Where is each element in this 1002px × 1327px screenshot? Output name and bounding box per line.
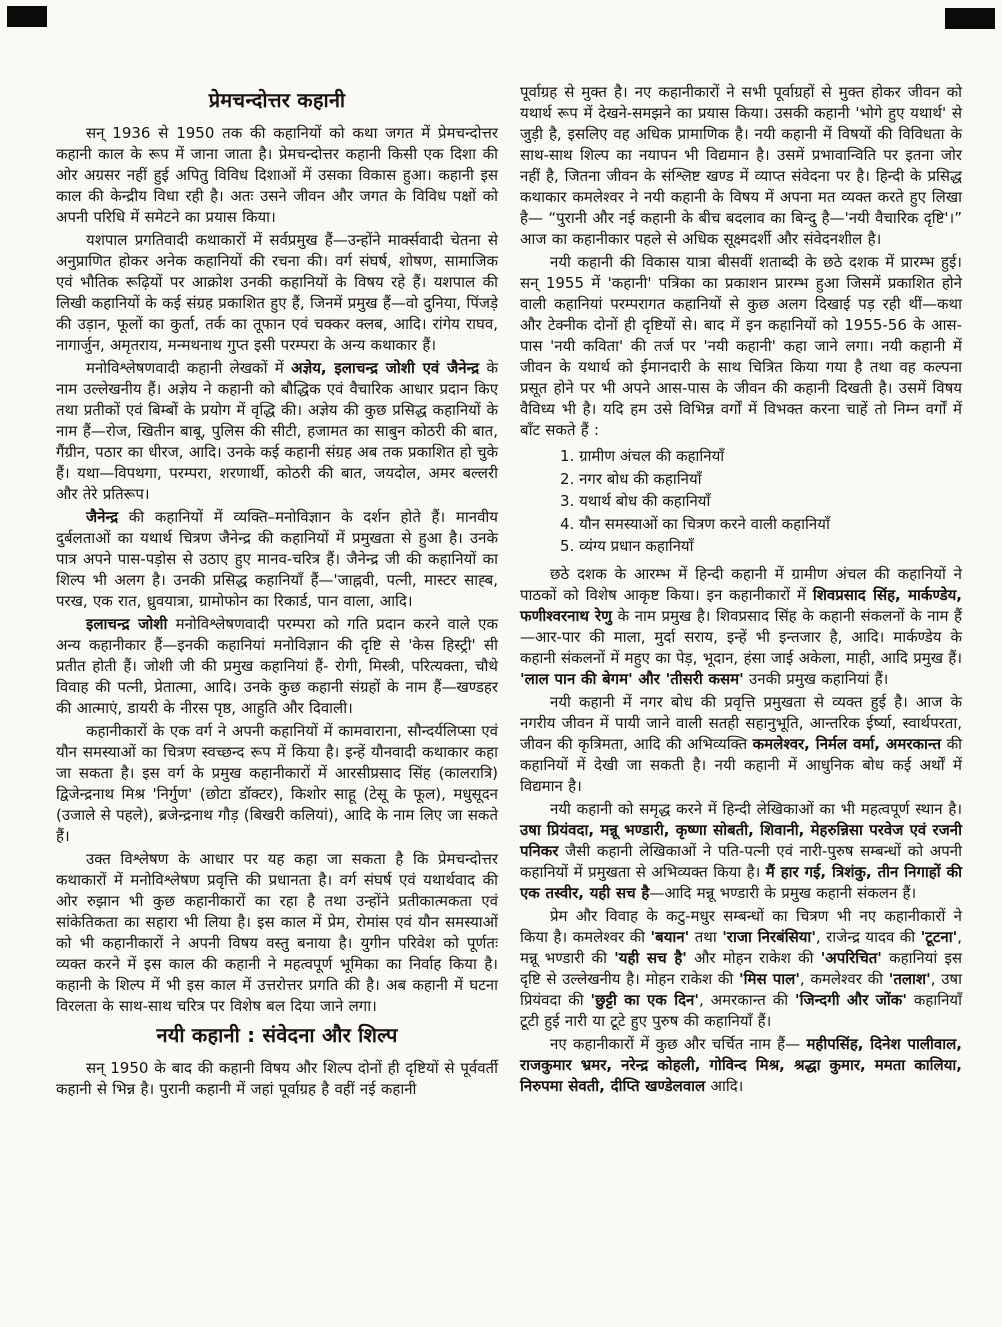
paragraph <box>520 252 962 441</box>
text-run: सन् 1950 के बाद की कहानी विषय और शिल्प दोनों ही दृष्टियों से पूर्ववर्ती कहानी से भिन्न है। पुरानी कहानी में जहां पूर्वाग्रह है वहीं नई कहानी <box>56 1059 498 1098</box>
text-run: जैसी कहानी लेखिकाओं ने पति-पत्नी एवं नारी-पुरुष सम्बन्धों को अपनी कहानियों में प्रमुखता से अभिव्यक्त किया है। <box>520 841 962 881</box>
text-run: मनोविश्लेषणवादी परम्परा को गति प्रदान करने वाले एक अन्य कहानीकार हैं—इनकी कहानियां मनोविज्ञान की दृष्टि से 'केस हिस्ट्री' सी प्रतीत होती हैं। जोशी जी की प्रमुख कहानियां हैं- रोगी, मिस्त्री, परित्यक्ता, चौथे विवाह की पत्नी, प्रेतात्मा, आदि। उनके कुछ कहानी संग्रहों के नाम हैं—खण्डहर की आत्माएं, डायरी के नीरस पृष्ठ, आहुति और दिवाली। <box>56 615 498 717</box>
text-run: छठे दशक के आरम्भ में हिन्दी कहानी में ग्रामीण अंचल की कहानियों ने पाठकों को विशेष आकृष्ट किया। इन कहानीकारों में <box>520 564 962 604</box>
text-run: —आदि मन्नू भण्डारी के प्रमुख कहानी संकलन हैं। <box>649 883 917 902</box>
left-column <box>56 82 498 1102</box>
paragraph <box>56 721 498 847</box>
text-run: नयी कहानी की विकास यात्रा बीसवीं शताब्दी के छठे दशक में प्रारम्भ हुई। सन् 1955 में 'कहानी' पत्रिका का प्रकाशन प्रारम्भ हुआ जिसमें प्रकाशित होने वाली कहानियां परम्परागत कहानियों से कुछ अलग दिखाई पड़ रही थीं—कथा और टेक्नीक दोनों ही दृष्टियों से। बाद में इन कहानियों को 1955-56 के आस-पास 'नयी कविता' की तर्ज पर 'नयी कहानी' कहा जाने लगा। नयी कहानी में जीवन के यथार्थ को ईमानदारी के साथ चित्रित किया गया है तथा वह कल्पना प्रसूत होने पर भी अपने आस-पास के जीवन की कहानी दिखती है। उसमें विषय वैविध्य भी है। यदि हम उसे विभिन्न वर्गों में विभक्त करना चाहें तो निम्न वर्गों में बाँट सकते हैं : <box>520 253 962 439</box>
bold-text-run: महीपसिंह, दिनेश पालीवाल, राजकुमार भ्रमर, नरेन्द्र कोहली, गोविन्द मिश्र, श्रद्धा कुमार, ममता कालिया, निरुपमा सेवती, दीप्ति खण्डेलवाल <box>520 1034 962 1095</box>
bold-text-run: 'मिस पाल' <box>739 969 800 988</box>
bold-text-run: 'अपरिचित' <box>820 948 882 967</box>
bold-text-run: 'छुट्टी का एक दिन' <box>590 990 699 1009</box>
bold-text-run: 'लाल पान की बेगम' और 'तीसरी कसम' <box>520 669 744 688</box>
text-run: , अमरकान्त की <box>698 990 796 1009</box>
text-run: , राजेन्द्र यादव की <box>815 927 921 946</box>
paragraph <box>56 123 498 228</box>
paragraph <box>56 230 498 356</box>
bold-text-run: 'राजा निरबंसिया' <box>722 927 816 946</box>
text-run: की कहानियों में देखी जा सकती है। नयी कहानी में आधुनिक बोध कई अर्थों में विद्यमान है। <box>520 734 962 795</box>
bold-text-run: 'टूटना' <box>920 927 958 946</box>
bold-text-run: शिवप्रसाद सिंह, मार्कण्डेय, फणीश्वरनाथ रेणु <box>520 585 962 625</box>
bold-text-run: मैं हार गई, त्रिशंकु, तीन निगाहों की एक तस्वीर, यही सच है <box>520 862 962 902</box>
text-run: की कहानियों में व्यक्ति–मनोविज्ञान के दर्शन होते हैं। मानवीय दुर्बलताओं का यथार्थ चित्रण जैनेन्द्र की कहानियों में प्रमुखता से हुआ है। उनके पात्र अपने पास-पड़ोस से उठाए हुए मानव-चरित्र हैं। जैनेन्द्र जी की कहानियों का शिल्प भी अलग है। उनकी प्रसिद्ध कहानियाँ हैं—'जाह्नवी, पत्नी, मास्टर साह्ब, परख, एक रात, ध्रुवयात्रा, ग्रामोफोन का रिकार्ड, पान वाला, आदि। <box>56 508 498 610</box>
text-run: आदि। <box>705 1076 744 1095</box>
list-item: 5. व्यंग्य प्रधान कहानियाँ <box>560 537 694 555</box>
paragraph <box>520 564 962 690</box>
right-column <box>520 82 962 1102</box>
text-run: उनकी प्रमुख कहानियां हैं। <box>743 669 889 688</box>
text-run: के नाम प्रमुख है। शिवप्रसाद सिंह के कहानी संकलनों के नाम हैं—आर-पार की माला, मुर्दा सराय, इन्हें भी इन्तजार है, आदि। मार्कण्डेय के कहानी संकलनों में महुए का पेड़, भूदान, हंसा जाई अकेला, माही, आदि प्रमुख हैं। <box>520 606 962 667</box>
scan-artifact-top-left <box>7 6 47 27</box>
bold-text-run: 'जिन्दगी और जोंक' <box>795 990 907 1009</box>
list-item: 2. नगर बोध की कहानियाँ <box>560 469 702 488</box>
bold-text-run: इलाचन्द्र जोशी <box>86 615 168 633</box>
numbered-list <box>560 445 962 558</box>
paragraph <box>56 849 498 1017</box>
text-run: नयी कहानी को समृद्ध करने में हिन्दी लेखिकाओं का भी महत्वपूर्ण स्थान है। <box>550 799 962 818</box>
text-run: प्रेम और विवाह के कटु-मधुर सम्बन्धों का चित्रण भी नए कहानीकारों ने किया है। कमलेश्वर की <box>520 906 962 946</box>
bold-text-run: 'तलाश' <box>888 969 931 988</box>
list-item: 3. यथार्थ बोध की कहानियाँ <box>560 492 711 510</box>
bold-text-run: 'बयान' <box>650 927 690 946</box>
paragraph <box>56 507 498 612</box>
text-run: पूर्वाग्रह से मुक्त है। नए कहानीकारों ने सभी पूर्वाग्रहों से मुक्त होकर जीवन को यथार्थ रूप में देखने-समझने का प्रयास किया। उसकी कहानी 'भोगे हुए यथार्थ' से जुड़ी है, इसलिए वह अधिक प्रामाणिक है। नयी कहानी में विषयों की विविधता के साथ-साथ शिल्प का नयापन भी विद्यमान है। उसमें प्रभावान्विति पर इतना जोर नहीं है, जितना जीवन के संश्लिष्ट खण्ड में व्याप्त संवेदना पर है। हिन्दी के प्रसिद्ध कथाकार कमलेश्वर ने नयी कहानी के विषय में अपना मत व्यक्त करते हुए लिखा है— “पुरानी और नई कहानी के बीच बदलाव का बिन्दु है—'नयी वैचारिक दृष्टि'।” आज का कहानीकार पहले से अधिक सूक्ष्मदर्शी और संवेदनशील है। <box>520 83 962 248</box>
text-run: नए कहानीकारों में कुछ और चर्चित नाम हैं— <box>550 1034 807 1053</box>
text-run: कहानियां इस दृष्टि से उल्लेखनीय है। मोहन राकेश की <box>520 948 962 988</box>
text-run: कहानीकारों के एक वर्ग ने अपनी कहानियों में कामवाराना, सौन्दर्यलिप्सा एवं यौन समस्याओं का चित्रण स्वच्छन्द रूप में किया है। इन्हें यौनवादी कथाकार कहा जा सकता है। इस वर्ग के प्रमुख कहानीकारों में आरसीप्रसाद सिंह (कालरात्रि) द्विजेन्द्रनाथ मिश्र 'निर्गुण' (छोटा डॉक्टर), किशोर साहू (टेसू के फूल), मधुसूदन (उजाले से पहले), ब्रजेन्द्रनाथ गौड़ (बिखरी कलियां), आदि के नाम लिए जा सकते हैं। <box>56 722 498 845</box>
bold-text-run: कमलेश्वर, निर्मल वर्मा, अमरकान्त <box>752 734 942 753</box>
text-run: सन् 1936 से 1950 तक की कहानियों को कथा जगत में प्रेमचन्दोत्तर कहानी काल के रूप में जाना जाता है। प्रेमचन्दोत्तर कहानी किसी एक दिशा की ओर अग्रसर नहीं हुई अपितु विविध दिशाओं में उसका विकास हुआ। कहानी इस काल की केन्द्रीय विधा रही है। अतः उसने जीवन और जगत के विविध पक्षों को अपनी परिधि में समेटने का प्रयास किया। <box>56 124 498 226</box>
paragraph <box>520 82 962 250</box>
paragraph <box>56 1058 498 1100</box>
text-run: तथा <box>689 927 723 946</box>
text-run: कहानियाँ टूटी हुई नारी या टूटे हुए पुरुष की कहानियाँ हैं। <box>520 990 963 1030</box>
text-run: मनोविश्लेषणवादी कहानी लेखकों में <box>86 359 292 377</box>
section-heading: प्रेमचन्दोत्तर कहानी <box>208 88 346 112</box>
text-run: , मन्नू भण्डारी की <box>520 927 962 967</box>
bold-text-run: 'यही सच है' <box>614 948 687 967</box>
text-run: , उषा प्रियंवदा की <box>520 969 962 1009</box>
scan-artifact-top-right <box>945 8 995 29</box>
bold-text-run: उषा प्रियंवदा, मन्नू भण्डारी, कृष्णा सोबती, शिवानी, मेहरुन्निसा परवेज एवं रजनी पनिकर <box>520 820 962 860</box>
paragraph <box>520 692 962 797</box>
list-item: 4. यौन समस्याओं का चित्रण करने वाली कहानियाँ <box>560 514 830 533</box>
paragraph <box>56 614 498 719</box>
bold-text-run: अज्ञेय, इलाचन्द्र जोशी एवं जैनेन्द्र <box>291 359 480 377</box>
text-run: और मोहन राकेश की <box>686 948 821 967</box>
list-item: 1. ग्रामीण अंचल की कहानियाँ <box>560 447 725 465</box>
bold-text-run: जैनेन्द्र <box>86 508 119 526</box>
text-run: उक्त विश्लेषण के आधार पर यह कहा जा सकता है कि प्रेमचन्दोत्तर कथाकारों में मनोविश्लेषण प्रवृत्ति की प्रधानता है। वर्ग संघर्ष एवं यथार्थवाद की ओर रुझान भी कुछ कहानीकारों का रहा है तथा उन्होंने प्रतीकात्मकता एवं सांकेतिकता का सहारा भी लिया है। इस काल में प्रेम, रोमांस एवं यौन समस्याओं को भी कहानीकारों ने अपनी विषय वस्तु बनाया है। युगीन परिवेश को पूर्णतः व्यक्त करने में इस काल की कहानी ने महत्वपूर्ण भूमिका का निर्वाह किया है। कहानी के शिल्प में भी इस काल में उत्तरोत्तर प्रगति की है। अब कहानी में घटना विरलता के साथ-साथ चरित्र पर विशेष बल दिया जाने लगा। <box>56 850 498 1015</box>
text-run: यशपाल प्रगतिवादी कथाकारों में सर्वप्रमुख हैं—उन्होंने मार्क्सवादी चेतना से अनुप्राणित होकर अनेक कहानियों की रचना की। वर्ग संघर्ष, शोषण, सामाजिक एवं भौतिक रूढ़ियों पर आक्रोश उनकी कहानियों के विषय रहे हैं। यशपाल की लिखी कहानियों के कई संग्रह प्रकाशित हुए हैं, जिनमें प्रमुख हैं—वो दुनिया, पिंजड़े की उड़ान, फूलों का कुर्ता, तर्क का तूफान एवं चक्कर क्लब, आदि। रांगेय राघव, नागार्जुन, अमृतराय, मन्मथनाथ गुप्त इसी परम्परा के अन्य कथाकार हैं। <box>56 231 498 354</box>
paragraph <box>520 799 962 904</box>
paragraph <box>56 358 498 505</box>
text-run: नयी कहानी में नगर बोध की प्रवृत्ति प्रमुखता से व्यक्त हुई है। आज के नगरीय जीवन में पायी जाने वाली सतही सहानुभूति, आन्तरिक ईर्ष्या, स्वार्थपरता, जीवन की कृत्रिमता, आदि की अभिव्यक्ति <box>520 692 962 753</box>
section-heading: नयी कहानी : संवेदना और शिल्प <box>156 1023 398 1047</box>
paragraph <box>520 1034 962 1097</box>
paragraph <box>520 906 962 1032</box>
text-run: , कमलेश्वर की <box>799 969 889 988</box>
text-run: के नाम उल्लेखनीय हैं। अज्ञेय ने कहानी को बौद्धिक एवं वैचारिक आधार प्रदान किए तथा प्रतीकों एवं बिम्बों के प्रयोग में वृद्धि की। अज्ञेय की कुछ प्रसिद्ध कहानियों के नाम हैं—रोज, खितीन बाबू, पुलिस की सीटी, हजामत का साबुन कोठरी की बात, गैंग्रीन, पठार का धीरज, आदि। उनके कई कहानी संग्रह अब तक प्रकाशित हो चुके हैं। यथा—विपथगा, परम्परा, शरणार्थी, कोठरी की बात, जयदोल, अमर बल्लरी और तेरे प्रतिरूप। <box>56 359 498 503</box>
